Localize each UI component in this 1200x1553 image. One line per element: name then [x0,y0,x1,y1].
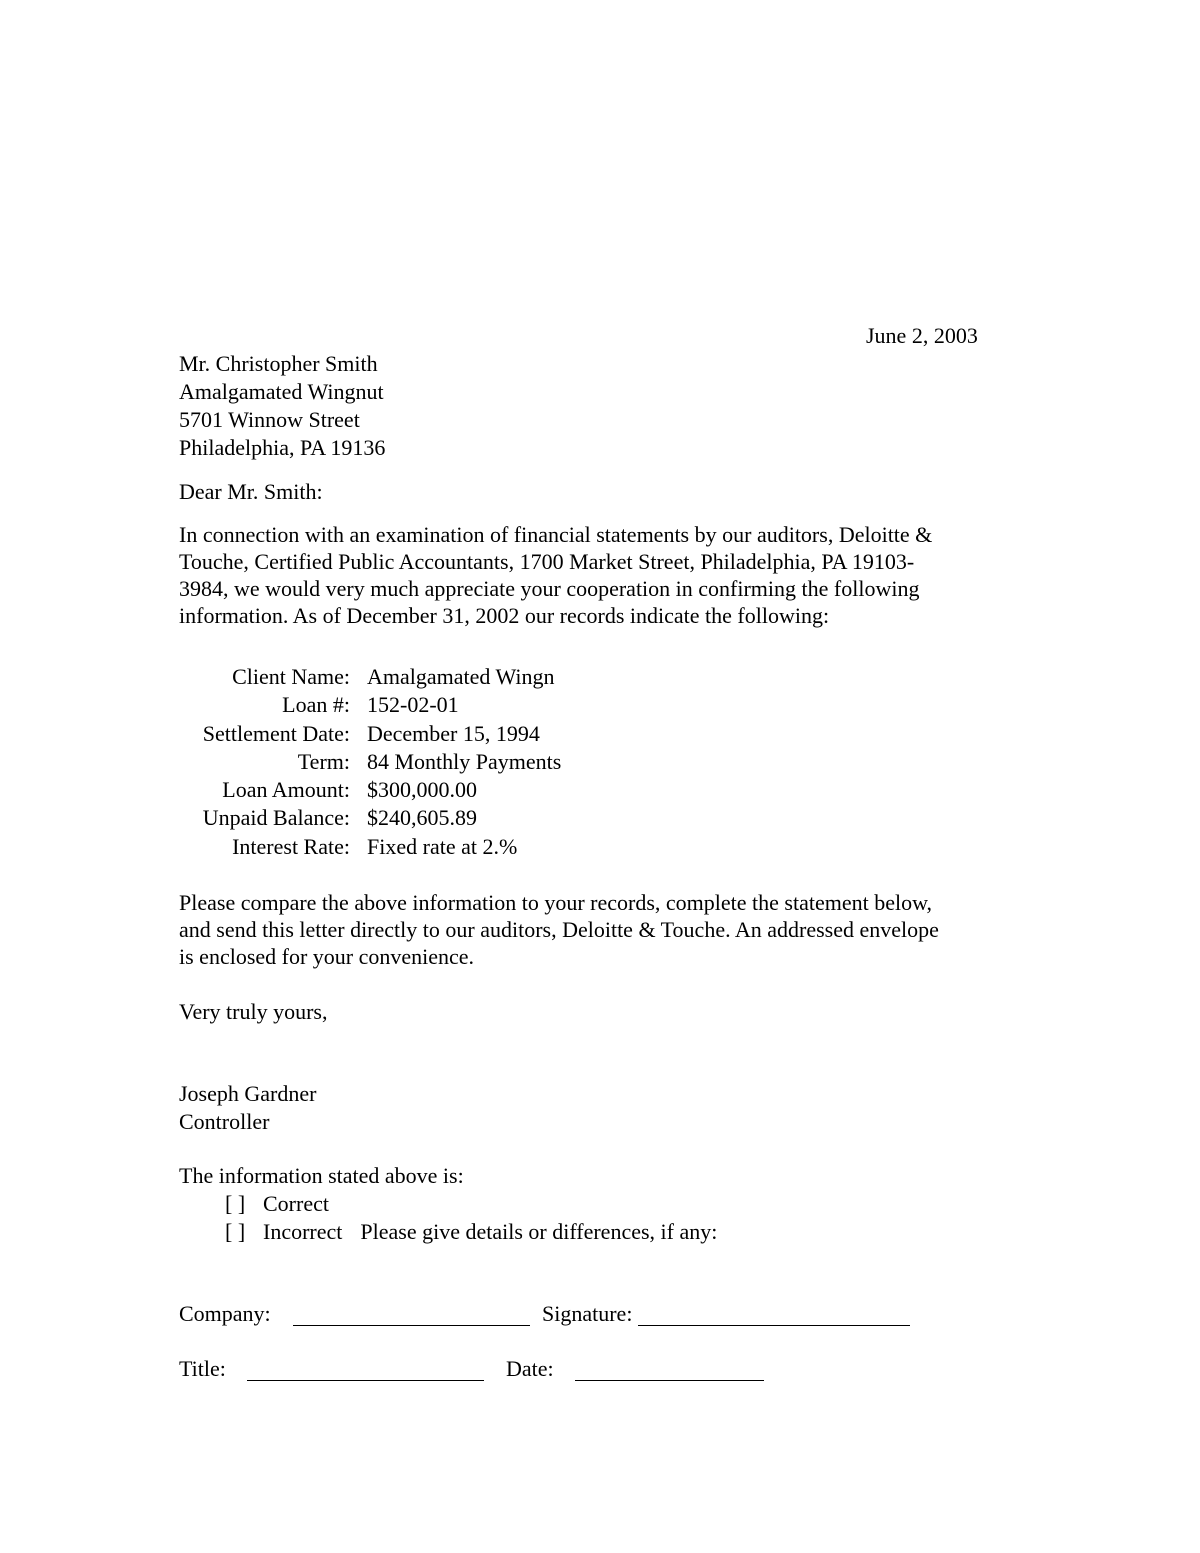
detail-row-client-name [179,663,561,691]
detail-row-interest-rate [179,833,561,861]
confirmation-statement: The information stated above is: [179,1163,464,1188]
detail-row-loan-number [179,691,561,719]
detail-row-term [179,748,561,776]
detail-value: $300,000.00 [367,777,477,803]
detail-label: Loan #: [282,692,350,718]
signature-label: Signature: [542,1301,633,1326]
intro-line: Touche, Certified Public Accountants, 1700 Market Street, Philadelphia, PA 19103- [179,549,915,574]
detail-label: Term: [297,748,350,774]
detail-row-loan-amount [179,776,561,804]
recipient-city-state-zip: Philadelphia, PA 19136 [179,435,386,460]
detail-label: Unpaid Balance: [202,805,350,831]
detail-value: December 15, 1994 [367,720,540,746]
recipient-name: Mr. Christopher Smith [179,351,378,376]
incorrect-checkbox[interactable]: [ ] [225,1219,246,1244]
option-correct [225,1190,329,1218]
title-label: Title: [179,1356,226,1381]
signer-block [179,1080,316,1136]
date-field-line[interactable] [575,1380,764,1381]
signature-field-line[interactable] [638,1325,910,1326]
title-field-line[interactable] [247,1380,484,1381]
detail-label: Settlement Date: [202,720,350,746]
detail-value: Amalgamated Wingn [367,664,555,689]
letter-date: June 2, 2003 [866,323,978,348]
detail-row-settlement-date [179,720,561,748]
company-label: Company: [179,1301,271,1326]
request-line: and send this letter directly to our auditors, Deloitte & Touche. An addressed envelope [179,917,939,942]
detail-row-unpaid-balance [179,804,561,832]
signer-title: Controller [179,1109,270,1134]
recipient-company: Amalgamated Wingnut [179,379,384,404]
detail-value: 152-02-01 [367,692,459,718]
intro-line: In connection with an examination of financial statements by our auditors, Deloitte & [179,522,933,547]
signer-name: Joseph Gardner [179,1081,317,1106]
detail-value: $240,605.89 [367,805,477,831]
detail-value: 84 Monthly Payments [367,748,562,774]
detail-label: Client Name: [232,664,350,689]
incorrect-label: Incorrect [263,1219,343,1244]
recipient-address [179,350,385,462]
incorrect-note: Please give details or differences, if any: [360,1219,718,1244]
correct-checkbox[interactable]: [ ] [225,1191,246,1216]
company-field-line[interactable] [293,1325,530,1326]
intro-line: information. As of December 31, 2002 our records indicate the following: [179,603,830,628]
request-line: is enclosed for your convenience. [179,944,475,969]
closing: Very truly yours, [179,999,328,1024]
request-paragraph [179,889,1009,970]
detail-label: Interest Rate: [232,833,350,859]
detail-label: Loan Amount: [222,777,350,803]
intro-line: 3984, we would very much appreciate your cooperation in confirming the following [179,576,920,601]
recipient-street: 5701 Winnow Street [179,407,360,432]
salutation: Dear Mr. Smith: [179,479,323,504]
date-label: Date: [506,1356,554,1381]
loan-details [179,663,561,861]
option-incorrect [225,1218,717,1246]
request-line: Please compare the above information to your records, complete the statement below, [179,890,933,915]
intro-paragraph [179,521,1009,629]
detail-value: Fixed rate at 2.% [367,833,518,859]
correct-label: Correct [263,1191,329,1216]
